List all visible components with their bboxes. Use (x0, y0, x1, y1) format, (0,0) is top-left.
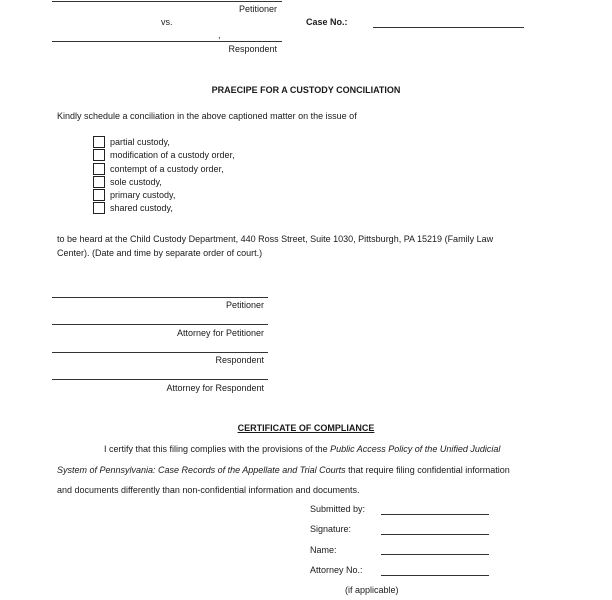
praecipe-intro: Kindly schedule a conciliation in the above captioned matter on the issue of (57, 111, 357, 121)
petitioner-signature-line (52, 1, 282, 2)
checkbox-label: partial custody, (110, 137, 170, 147)
checkbox-contempt[interactable] (93, 163, 105, 175)
signature-line-petitioner[interactable] (52, 297, 268, 298)
certificate-body (57, 439, 554, 501)
if-applicable-note: (if applicable) (345, 585, 399, 595)
respondent-signature-line (52, 41, 282, 42)
signature-field[interactable] (381, 534, 489, 535)
certificate-line-2 (57, 460, 554, 481)
signature-label-respondent: Respondent (215, 355, 264, 365)
signature-line-attorney-petitioner[interactable] (52, 324, 268, 325)
checkbox-primary-custody[interactable] (93, 189, 105, 201)
certificate-text: that require filing confidential information (345, 464, 510, 475)
checkbox-sole-custody[interactable] (93, 176, 105, 188)
case-number-label: Case No.: (306, 17, 348, 27)
hearing-location-line: Center). (Date and time by separate order of court.) (57, 247, 263, 258)
checkbox-modification[interactable] (93, 149, 105, 161)
name-field[interactable] (381, 554, 489, 555)
certificate-line-3: and documents differently than non-confidential information and documents. (57, 485, 360, 495)
hearing-location-paragraph (57, 233, 554, 260)
checkbox-partial-custody[interactable] (93, 136, 105, 148)
certificate-line-1 (57, 439, 554, 460)
name-label: Name: (310, 545, 337, 555)
submitted-by-label: Submitted by: (310, 504, 366, 514)
checkbox-label: modification of a custody order, (110, 150, 235, 161)
respondent-caption-label: Respondent (228, 44, 277, 54)
checkbox-shared-custody[interactable] (93, 202, 105, 214)
signature-line-respondent[interactable] (52, 352, 268, 353)
checkbox-label: sole custody, (110, 176, 162, 187)
vs-label: vs. (161, 17, 173, 27)
attorney-number-field[interactable] (381, 575, 489, 576)
signature-label-attorney-petitioner: Attorney for Petitioner (176, 328, 264, 338)
signature-label-attorney-respondent: Attorney for Respondent (166, 383, 264, 393)
policy-title-continued: System of Pennsylvania: Case Records of the Appellate and Trial Courts (57, 464, 346, 475)
certificate-text: I certify that this filing complies with the provisions of the (104, 444, 331, 454)
checkbox-label: shared custody, (110, 203, 173, 214)
caption-comma: , (218, 30, 221, 40)
attorney-number-label: Attorney No.: (310, 565, 363, 575)
policy-title: Public Access Policy of the Unified Judicial (330, 444, 501, 454)
certificate-title: CERTIFICATE OF COMPLIANCE (237, 423, 375, 433)
petitioner-caption-label: Petitioner (238, 4, 277, 14)
checkbox-label: primary custody, (110, 190, 176, 201)
checkbox-label: contempt of a custody order, (110, 163, 224, 174)
praecipe-title: PRAECIPE FOR A CUSTODY CONCILIATION (211, 85, 401, 95)
signature-label-petitioner: Petitioner (225, 300, 264, 310)
case-number-field[interactable] (373, 27, 524, 28)
submitted-by-field[interactable] (381, 514, 489, 515)
signature-label: Signature: (310, 524, 352, 534)
signature-line-attorney-respondent[interactable] (52, 379, 268, 380)
hearing-location-line: to be heard at the Child Custody Department, 440 Ross Street, Suite 1030, Pittsburgh, PA 15219 (Family Law (57, 234, 494, 244)
